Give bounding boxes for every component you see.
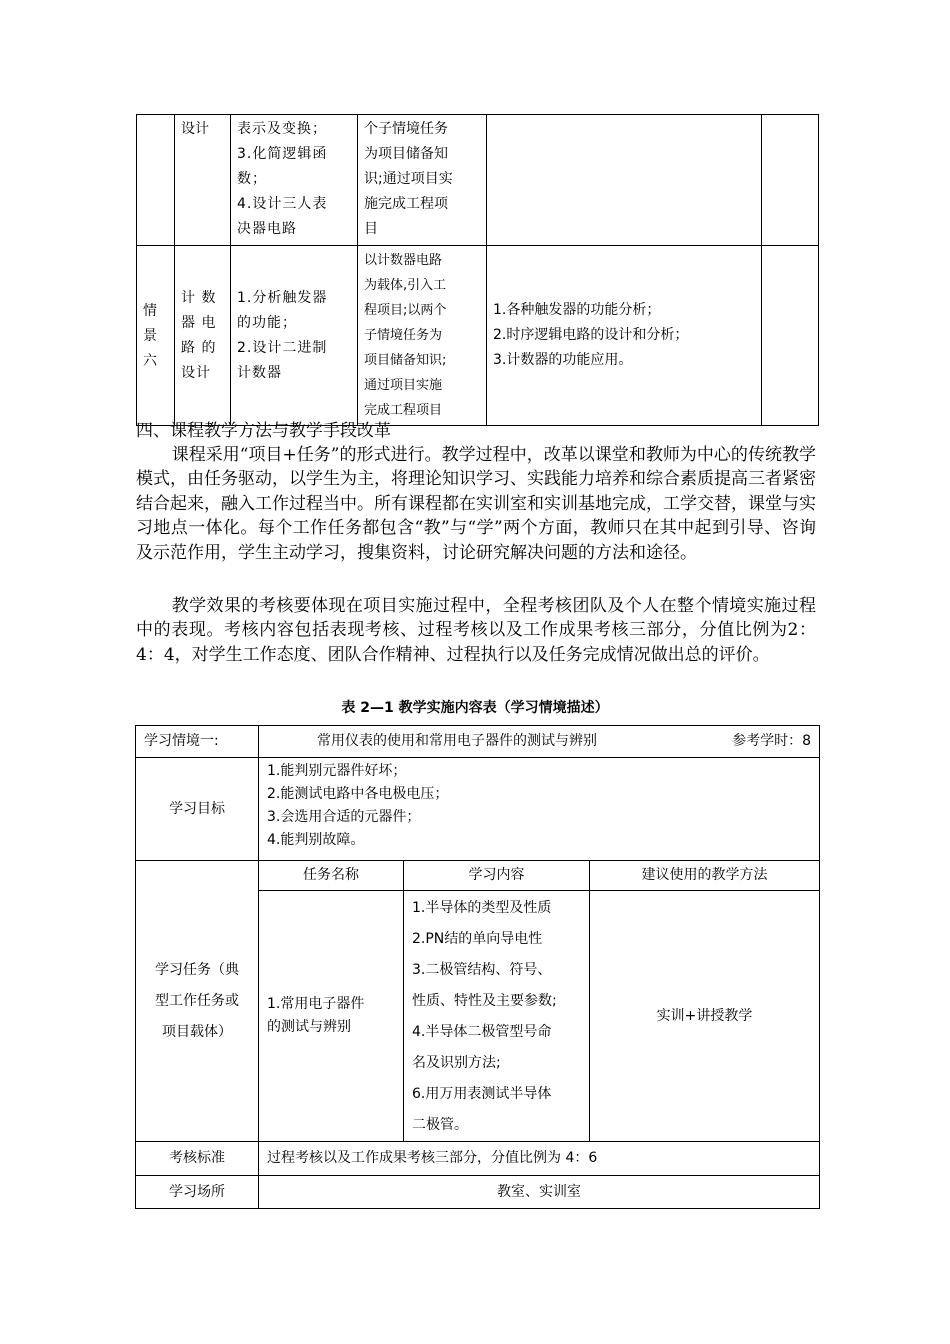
scenario-name-cell: 设计 [175, 115, 231, 246]
assessment-cell: 过程考核以及工作成果考核三部分，分值比例为 4：6 [259, 1142, 820, 1176]
task-label-cell: 学习任务（典 型工作任务或 项目载体） [136, 861, 259, 1142]
situation-title-cell [259, 726, 820, 758]
knowledge-cell [487, 115, 762, 246]
table-row [137, 246, 819, 426]
assessment-label-cell: 考核标准 [136, 1142, 259, 1176]
tasks-cell: 1.分析触发器 的功能； 2.设计二进制 计数器 [231, 246, 358, 426]
carrier-cell: 个子情境任务 为项目储备知 识;通过项目实 施完成工程项 目 [358, 115, 487, 246]
method-cell: 实训+讲授教学 [590, 891, 820, 1142]
column-header-task-name: 任务名称 [259, 861, 404, 891]
section-heading: 四、课程教学方法与教学手段改革 [136, 421, 391, 441]
scenario-cell: 情 景 六 [137, 246, 175, 426]
curriculum-table-continued [136, 114, 819, 426]
table-row [137, 115, 819, 246]
column-header-content: 学习内容 [404, 861, 590, 891]
task-name-cell: 1.常用电子器件 的测试与辨别 [259, 891, 404, 1142]
tasks-cell: 表示及变换； 3.化简逻辑函 数； 4.设计三人表 决器电路 [231, 115, 358, 246]
table-row [136, 861, 820, 891]
table-row [136, 726, 820, 758]
notes-cell [762, 246, 819, 426]
table-caption: 表 2—1 教学实施内容表（学习情境描述） [341, 700, 609, 716]
scenario-name-cell: 计 数 器 电 路 的 设计 [175, 246, 231, 426]
column-header-method: 建议使用的教学方法 [590, 861, 820, 891]
situation-title: 常用仪表的使用和常用电子器件的测试与辨别 [317, 733, 597, 749]
notes-cell [762, 115, 819, 246]
knowledge-cell: 1.各种触发器的功能分析； 2.时序逻辑电路的设计和分析； 3.计数器的功能应用。 [487, 246, 762, 426]
situation-label-cell: 学习情境一: [136, 726, 259, 758]
goal-label-cell: 学习目标 [136, 758, 259, 861]
place-label-cell: 学习场所 [136, 1176, 259, 1209]
table-row [136, 1142, 820, 1176]
content-cell: 1.半导体的类型及性质 2.PN结的单向导电性 3.二极管结构、符号、 性质、特性及主要参数; 4.半导体二极管型号命 名及识别方法; 6.用万用表测试半导体 二极管。 [404, 891, 590, 1142]
paragraph: 课程采用“项目+任务”的形式进行。教学过程中，改革以课堂和教师为中心的传统教学模式，由任务驱动，以学生为主，将理论知识学习、实践能力培养和综合素质提高三者紧密结合起来，融入工作过程当中。所有课程都在实训室和实训基地完成，工学交替，课堂与实习地点一体化。每个工作任务都包含“教”与“学”两个方面，教师只在其中起到引导、咨询及示范作用，学生主动学习，搜集资料，讨论研究解决问题的方法和途径。 [136, 445, 816, 563]
paragraph: 教学效果的考核要体现在项目实施过程中，全程考核团队及个人在整个情境实施过程中的表现。考核内容包括表现考核、过程考核以及工作成果考核三部分，分值比例为2：4：4，对学生工作态度、团队合作精神、过程执行以及任务完成情况做出总的评价。 [136, 596, 816, 665]
place-cell: 教室、实训室 [259, 1176, 820, 1209]
carrier-cell: 以计数器电路 为载体,引入工 程项目;以两个 子情境任务为 项目储备知识; 通过项目实施 完成工程项目 [358, 246, 487, 426]
goals-cell: 1.能判别元器件好坏； 2.能测试电路中各电极电压； 3.会选用合适的元器件； 4.能判别故障。 [259, 758, 820, 861]
table-row [136, 758, 820, 861]
scenario-cell [137, 115, 175, 246]
reference-hours: 参考学时：8 [732, 733, 812, 749]
learning-situation-table [135, 725, 820, 1209]
table-row [136, 1176, 820, 1209]
